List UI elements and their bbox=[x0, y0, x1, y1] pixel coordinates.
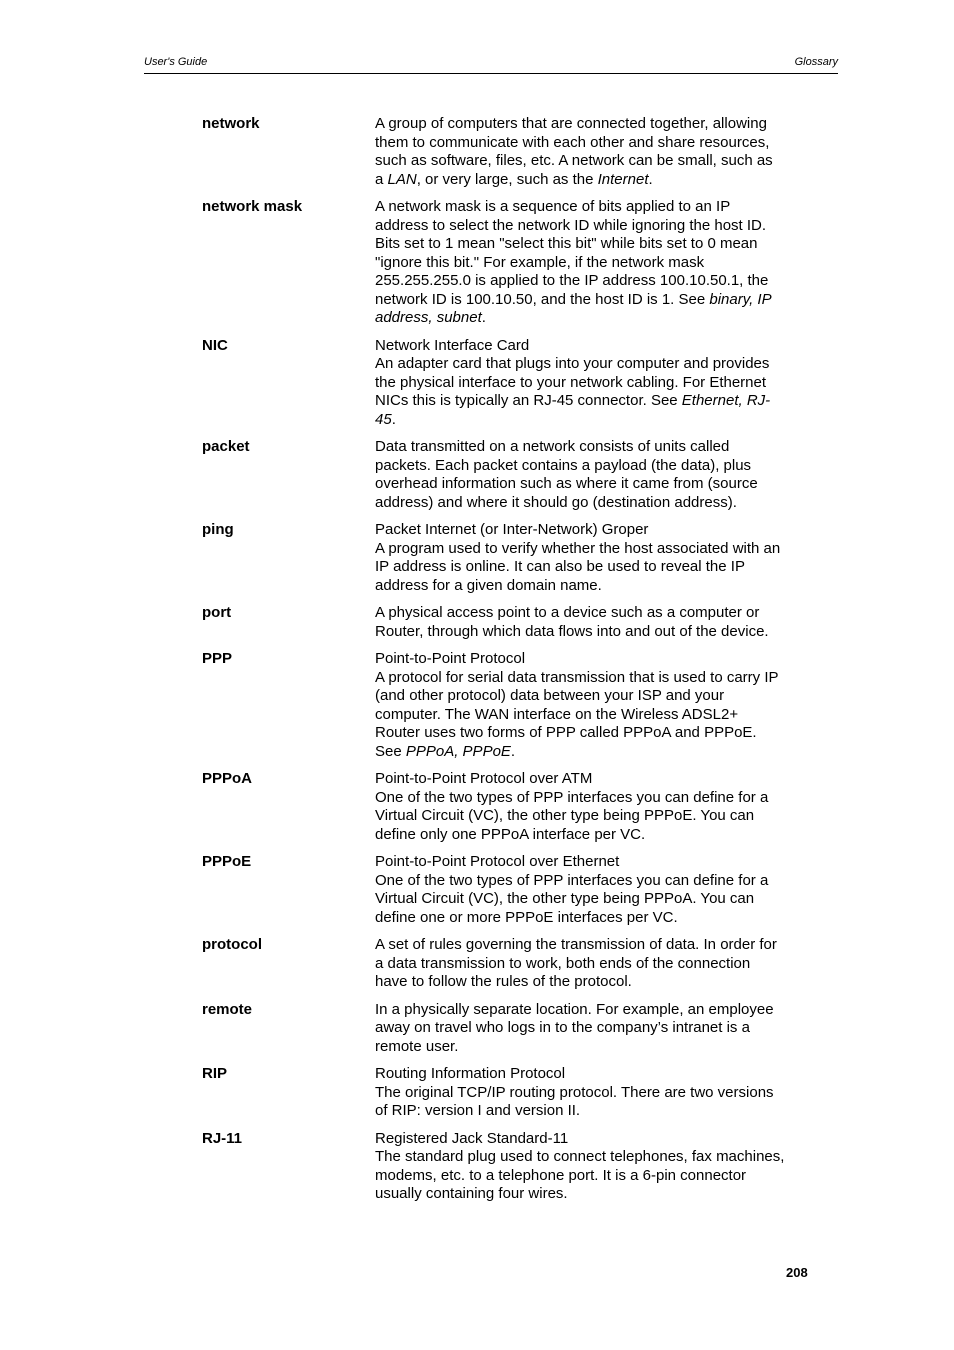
definition-text: The standard plug used to connect telephones, fax machines, bbox=[375, 1148, 785, 1165]
glossary-entry bbox=[202, 1001, 822, 1057]
definition-line bbox=[375, 309, 820, 328]
glossary-definition bbox=[375, 936, 820, 992]
definition-line bbox=[375, 540, 820, 559]
definition-text: A protocol for serial data transmission that is used to carry IP bbox=[375, 668, 779, 686]
definition-line bbox=[375, 1148, 820, 1167]
definition-line bbox=[375, 1130, 820, 1149]
definition-line bbox=[375, 807, 820, 826]
glossary-definition bbox=[375, 650, 820, 761]
glossary-term: protocol bbox=[202, 936, 262, 953]
glossary-entry bbox=[202, 521, 822, 595]
definition-line bbox=[375, 687, 820, 706]
definition-line bbox=[375, 1001, 820, 1020]
definition-text: Registered Jack Standard-11 bbox=[375, 1129, 569, 1147]
definition-text: Virtual Circuit (VC), the other type being PPPoE. You can bbox=[375, 807, 755, 824]
glossary-term: PPPoA bbox=[202, 770, 253, 787]
definition-line bbox=[375, 890, 820, 909]
definition-line bbox=[375, 198, 820, 217]
definition-line bbox=[375, 789, 820, 808]
definition-text: network ID is 100.10.50, and the host ID is 1. See bbox=[375, 290, 710, 308]
definition-line bbox=[375, 743, 820, 762]
glossary-entry bbox=[202, 115, 822, 189]
glossary-term: remote bbox=[202, 1000, 253, 1018]
glossary-definition bbox=[375, 1001, 820, 1057]
italic-term-reference: Ethernet, RJ- bbox=[681, 392, 771, 409]
definition-text: (and other protocol) data between your ISP and your bbox=[375, 687, 725, 704]
definition-line bbox=[375, 1084, 820, 1103]
definition-line bbox=[375, 392, 820, 411]
definition-line bbox=[375, 724, 820, 743]
definition-line bbox=[375, 272, 820, 291]
definition-line bbox=[375, 936, 820, 955]
definition-line bbox=[375, 955, 820, 974]
definition-text: packets. Each packet contains a payload (the data), plus bbox=[375, 456, 752, 474]
definition-line bbox=[375, 1167, 820, 1186]
definition-line bbox=[375, 1038, 820, 1057]
definition-line bbox=[375, 374, 820, 393]
definition-text: IP address is online. It can also be used to reveal the IP bbox=[375, 558, 745, 575]
definition-line bbox=[375, 254, 820, 273]
definition-line bbox=[375, 291, 820, 310]
definition-text: Bits set to 1 mean "select this bit" while bits set to 0 mean bbox=[375, 235, 758, 252]
glossary-term: PPP bbox=[202, 650, 233, 667]
definition-line bbox=[375, 171, 820, 190]
glossary-entry bbox=[202, 337, 822, 430]
glossary-term: network mask bbox=[202, 198, 303, 215]
page-header bbox=[144, 56, 838, 74]
definition-text: a bbox=[375, 170, 388, 188]
definition-text: address to select the network ID while ignoring the host ID. bbox=[375, 216, 767, 234]
definition-text: of RIP: version I and version II. bbox=[375, 1102, 581, 1119]
definition-line bbox=[375, 521, 820, 540]
definition-text: the physical interface to your network cabling. For Ethernet bbox=[375, 373, 767, 391]
definition-line bbox=[375, 411, 820, 430]
definition-text: . bbox=[648, 170, 653, 188]
glossary-definition bbox=[375, 853, 820, 927]
italic-term-reference: binary, IP bbox=[709, 290, 772, 308]
definition-line bbox=[375, 770, 820, 789]
definition-text: computer. The WAN interface on the Wireless ADSL2+ bbox=[375, 705, 739, 723]
definition-text: 255.255.255.0 is applied to the IP address 100.10.50.1, the bbox=[375, 272, 769, 289]
definition-text: define only one PPPoA interface per VC. bbox=[375, 825, 646, 843]
definition-text: such as software, files, etc. A network can be small, such as bbox=[375, 152, 773, 169]
definition-line bbox=[375, 558, 820, 577]
glossary-entry bbox=[202, 1065, 822, 1121]
glossary-entry bbox=[202, 770, 822, 844]
definition-text: Point-to-Point Protocol over Ethernet bbox=[375, 853, 620, 870]
header-section: Glossary bbox=[794, 56, 838, 68]
glossary-entry bbox=[202, 853, 822, 927]
definition-text: Virtual Circuit (VC), the other type being PPPoA. You can bbox=[375, 890, 755, 907]
definition-line bbox=[375, 457, 820, 476]
glossary-term: RJ-11 bbox=[202, 1129, 243, 1147]
definition-text: address for a given domain name. bbox=[375, 576, 602, 594]
definition-line bbox=[375, 355, 820, 374]
glossary-entry bbox=[202, 650, 822, 761]
glossary-definition bbox=[375, 438, 820, 512]
definition-text: Routing Information Protocol bbox=[375, 1065, 566, 1082]
definition-line bbox=[375, 909, 820, 928]
definition-text: . bbox=[510, 742, 516, 760]
definition-line bbox=[375, 134, 820, 153]
definition-text: usually containing four wires. bbox=[375, 1185, 568, 1202]
glossary-entry bbox=[202, 438, 822, 512]
glossary-definition bbox=[375, 604, 820, 641]
definition-line bbox=[375, 577, 820, 596]
definition-line bbox=[375, 872, 820, 891]
italic-term-reference: LAN bbox=[387, 170, 417, 188]
glossary-entry bbox=[202, 936, 822, 992]
definition-text: In a physically separate location. For example, an employee bbox=[375, 1000, 774, 1018]
definition-line bbox=[375, 217, 820, 236]
definition-line bbox=[375, 1019, 820, 1038]
glossary-term: PPPoE bbox=[202, 853, 252, 870]
definition-text: NICs this is typically an RJ-45 connector. See bbox=[375, 392, 682, 409]
glossary-definition bbox=[375, 770, 820, 844]
italic-term-reference: address, subnet bbox=[375, 309, 482, 326]
definition-text: One of the two types of PPP interfaces you can define for a bbox=[375, 871, 769, 889]
definition-text: A network mask is a sequence of bits applied to an IP bbox=[375, 198, 731, 215]
definition-line bbox=[375, 152, 820, 171]
italic-term-reference: PPPoA, PPPoE bbox=[405, 742, 511, 760]
glossary-definition bbox=[375, 115, 820, 189]
definition-line bbox=[375, 475, 820, 494]
definition-text: Point-to-Point Protocol over ATM bbox=[375, 770, 593, 787]
definition-text: . bbox=[481, 309, 486, 326]
definition-line bbox=[375, 115, 820, 134]
definition-line bbox=[375, 623, 820, 642]
definition-text: A program used to verify whether the host associated with an bbox=[375, 539, 781, 557]
glossary-term: NIC bbox=[202, 336, 228, 354]
definition-line bbox=[375, 235, 820, 254]
definition-line bbox=[375, 1065, 820, 1084]
glossary-term: network bbox=[202, 115, 260, 132]
definition-text: remote user. bbox=[375, 1037, 459, 1055]
definition-text: A set of rules governing the transmission of data. In order for bbox=[375, 936, 777, 953]
definition-line bbox=[375, 1185, 820, 1204]
glossary-definition bbox=[375, 1065, 820, 1121]
glossary-term: RIP bbox=[202, 1065, 228, 1082]
definition-text: A physical access point to a device such as a computer or bbox=[375, 604, 760, 621]
definition-text: overhead information such as where it came from (source bbox=[375, 475, 758, 492]
definition-text: modems, etc. to a telephone port. It is a 6-pin connector bbox=[375, 1166, 747, 1184]
definition-text: Point-to-Point Protocol bbox=[375, 650, 526, 667]
definition-line bbox=[375, 853, 820, 872]
definition-text: them to communicate with each other and share resources, bbox=[375, 133, 770, 151]
glossary-entry bbox=[202, 604, 822, 641]
definition-text: Packet Internet (or Inter-Network) Groper bbox=[375, 521, 649, 538]
definition-text: Router uses two forms of PPP called PPPoA and PPPoE. bbox=[375, 724, 757, 741]
header-title: User's Guide bbox=[144, 56, 208, 68]
glossary-definition bbox=[375, 198, 820, 328]
definition-line bbox=[375, 1102, 820, 1121]
definition-text: have to follow the rules of the protocol. bbox=[375, 973, 632, 990]
definition-text: , or very large, such as the bbox=[416, 170, 598, 188]
definition-text: define one or more PPPoE interfaces per VC. bbox=[375, 908, 678, 926]
definition-line bbox=[375, 669, 820, 688]
italic-term-reference: Internet bbox=[597, 170, 649, 188]
glossary-definition bbox=[375, 521, 820, 595]
glossary-term: port bbox=[202, 604, 232, 621]
definition-text: a data transmission to work, both ends of the connection bbox=[375, 954, 751, 972]
definition-line bbox=[375, 706, 820, 725]
definition-text: One of the two types of PPP interfaces you can define for a bbox=[375, 788, 769, 806]
definition-line bbox=[375, 438, 820, 457]
definition-text: away on travel who logs in to the company’s intranet is a bbox=[375, 1019, 750, 1036]
definition-line bbox=[375, 826, 820, 845]
glossary-term: ping bbox=[202, 521, 234, 538]
italic-term-reference: 45 bbox=[375, 410, 392, 428]
definition-text: "ignore this bit." For example, if the network mask bbox=[375, 253, 705, 271]
definition-line bbox=[375, 494, 820, 513]
definition-text: Router, through which data flows into and out of the device. bbox=[375, 622, 769, 640]
definition-text: An adapter card that plugs into your computer and provides bbox=[375, 355, 770, 372]
definition-text: . bbox=[391, 410, 396, 428]
glossary-definition bbox=[375, 1130, 820, 1204]
definition-line bbox=[375, 337, 820, 356]
definition-text: address) and where it should go (destination address). bbox=[375, 493, 737, 511]
definition-text: The original TCP/IP routing protocol. There are two versions bbox=[375, 1083, 774, 1101]
glossary-definition bbox=[375, 337, 820, 430]
glossary-term: packet bbox=[202, 438, 250, 455]
definition-text: Network Interface Card bbox=[375, 336, 530, 354]
glossary-entry bbox=[202, 198, 822, 328]
glossary-list bbox=[202, 115, 822, 1213]
page-number: 208 bbox=[786, 1265, 808, 1280]
definition-line bbox=[375, 973, 820, 992]
definition-text: A group of computers that are connected together, allowing bbox=[375, 115, 767, 132]
definition-line bbox=[375, 650, 820, 669]
glossary-entry bbox=[202, 1130, 822, 1204]
definition-text: Data transmitted on a network consists of units called bbox=[375, 438, 730, 455]
definition-line bbox=[375, 604, 820, 623]
definition-text: See bbox=[375, 742, 406, 760]
